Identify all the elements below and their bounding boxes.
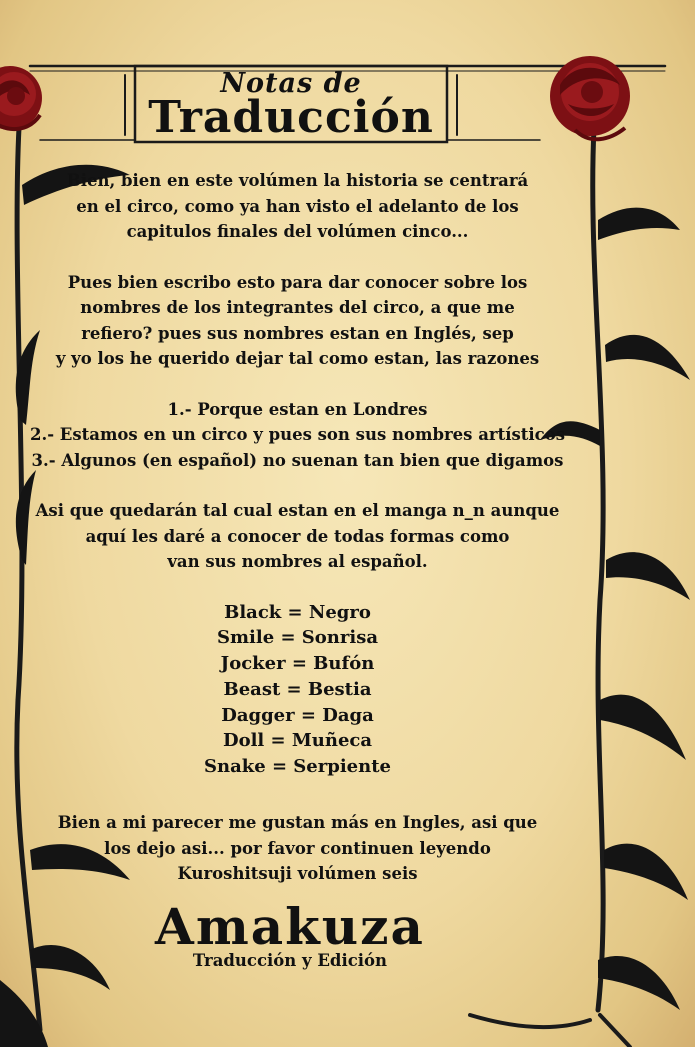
- title-small: Notas de: [220, 68, 362, 99]
- text-line: y yo los he querido dejar tal como estan, las razones: [55, 349, 540, 368]
- note-body: [20, 168, 575, 912]
- reasons-list: [20, 397, 575, 474]
- list-item: Beast = Bestia: [223, 678, 372, 700]
- title-box: [135, 66, 447, 142]
- signature: [120, 897, 460, 970]
- explanation-paragraph: [20, 270, 575, 372]
- list-item: Smile = Sonrisa: [217, 627, 378, 649]
- list-item: 3.- Algunos (en español) no suenan tan bien que digamos: [31, 450, 564, 470]
- list-item: 2.- Estamos en un circo y pues son sus nombres artísticos: [29, 425, 566, 444]
- text-line: Asi que quedarán tal cual estan en el manga n_n aunque: [35, 501, 560, 520]
- list-item: Jocker = Bufón: [220, 653, 375, 675]
- text-line: aquí les daré a conocer de todas formas como: [85, 526, 510, 546]
- text-line: nombres de los integrantes del circo, a que me: [80, 298, 515, 317]
- text-line: en el circo, como ya han visto el adelanto de los: [76, 196, 519, 216]
- conclusion-paragraph: [20, 498, 575, 575]
- signature-name: Amakuza: [155, 897, 425, 956]
- text-line: Bien a mi parecer me gustan más en Ingles, asi que: [57, 813, 538, 833]
- text-line: Pues bien escribo esto para dar conocer sobre los: [67, 272, 528, 292]
- text-line: Kuroshitsuji volúmen seis: [177, 864, 418, 884]
- closing-paragraph: [20, 810, 575, 887]
- signature-subtitle: Traducción y Edición: [192, 951, 388, 970]
- names-translation-list: [20, 600, 575, 781]
- list-item: Black = Negro: [224, 601, 371, 623]
- list-item: Dagger = Daga: [221, 704, 374, 726]
- list-item: 1.- Porque estan en Londres: [167, 399, 428, 419]
- rose-right-icon: [550, 56, 630, 139]
- text-line: Bien, bien en este volúmen la historia se centrará: [66, 171, 529, 190]
- text-line: los dejo asi... por favor continuen leyendo: [104, 838, 491, 858]
- rose-left-icon: [0, 66, 42, 130]
- list-item: Snake = Serpiente: [204, 756, 391, 778]
- page-title: Traducción: [148, 92, 434, 143]
- text-line: van sus nombres al español.: [167, 552, 428, 571]
- list-item: Doll = Muñeca: [222, 730, 373, 752]
- text-line: capitulos finales del volúmen cinco...: [126, 222, 469, 241]
- text-line: refiero? pues sus nombres estan en Inglés, sep: [81, 323, 514, 343]
- intro-paragraph: [20, 168, 575, 245]
